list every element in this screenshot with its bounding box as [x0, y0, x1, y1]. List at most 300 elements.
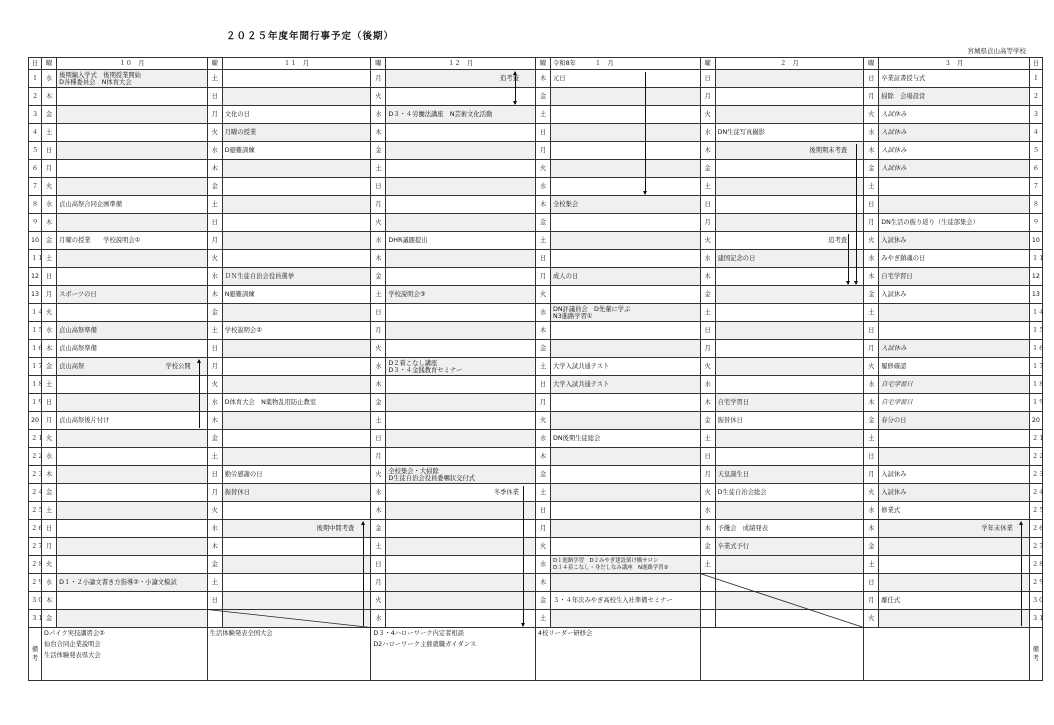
weekday-cell: 日: [42, 520, 57, 538]
event-cell: [879, 448, 1030, 466]
period-label: 追考査: [828, 237, 848, 244]
weekday-cell: [700, 592, 715, 610]
day-number: ６: [29, 160, 42, 178]
event-cell: [222, 322, 371, 340]
event-text: 入試休み: [881, 111, 907, 118]
day-row: [29, 304, 1043, 322]
period-label: 冬季休業: [493, 489, 519, 496]
event-cell: [386, 322, 536, 340]
event-cell: [57, 448, 208, 466]
day-number: Ｉ: [29, 70, 42, 88]
period-label: 学年末休業: [981, 525, 1013, 532]
event-text: 自宅学習日: [717, 399, 750, 406]
event-cell: [222, 286, 371, 304]
event-text: 掃除 会場設営: [881, 93, 926, 100]
day-row: [29, 466, 1043, 484]
event-cell: [879, 232, 1030, 250]
event-text: DN生活の振り返り（生徒部集会）: [881, 219, 979, 226]
weekday-cell: 火: [371, 466, 386, 484]
weekday-cell: 月: [207, 484, 222, 502]
event-text: 入試休み: [881, 147, 907, 154]
event-cell: [222, 304, 371, 322]
event-cell: [879, 178, 1030, 196]
event-cell: [879, 160, 1030, 178]
day-row: [29, 124, 1043, 142]
event-text: 学校説明会③: [388, 291, 426, 298]
event-text: 修業式: [881, 507, 901, 514]
event-text: DN生徒写真撮影: [717, 129, 765, 136]
weekday-cell: 火: [700, 484, 715, 502]
event-cell: [715, 142, 864, 160]
event-cell: [715, 502, 864, 520]
event-text: 振替休日: [717, 417, 743, 424]
remarks-label: 備考: [29, 628, 42, 681]
weekday-cell: 火: [207, 124, 222, 142]
event-cell: [222, 70, 371, 88]
event-cell: [879, 268, 1030, 286]
event-text: ＤＮ生徒自治会役員選挙: [224, 273, 294, 280]
weekday-cell: 金: [700, 412, 715, 430]
day-row: [29, 340, 1043, 358]
weekday-cell: 金: [535, 340, 550, 358]
period-label: 後期期末考査: [809, 147, 848, 154]
day-number: １５: [29, 322, 42, 340]
weekday-cell: 土: [535, 610, 550, 628]
day-row: [29, 376, 1043, 394]
event-cell: [222, 160, 371, 178]
weekday-cell: 日: [700, 70, 715, 88]
weekday-cell: 月: [864, 88, 879, 106]
weekday-cell: 月: [371, 448, 386, 466]
event-cell: [715, 592, 864, 610]
weekday-cell: 月: [864, 340, 879, 358]
weekday-cell: 日: [535, 376, 550, 394]
weekday-cell: 火: [700, 232, 715, 250]
event-cell: [57, 484, 208, 502]
day-row: [29, 196, 1043, 214]
event-cell: [57, 232, 208, 250]
remarks-cell: [864, 628, 1030, 681]
day-row: [29, 412, 1043, 430]
weekday-cell: 金: [535, 214, 550, 232]
event-cell: [222, 232, 371, 250]
weekday-cell: [700, 610, 715, 628]
event-cell: [222, 214, 371, 232]
event-cell: [715, 574, 864, 592]
weekday-cell: 土: [207, 70, 222, 88]
day-number: ５: [29, 142, 42, 160]
day-number-right: １８: [1029, 376, 1042, 394]
event-cell: [715, 214, 864, 232]
day-number: ３１: [29, 610, 42, 628]
event-cell: [715, 106, 864, 124]
weekday-cell: 水: [535, 430, 550, 448]
event-cell: [715, 88, 864, 106]
event-cell: [715, 358, 864, 376]
weekday-cell: 火: [864, 610, 879, 628]
weekday-cell: 月: [700, 340, 715, 358]
day-row: [29, 70, 1043, 88]
weekday-cell: 火: [207, 376, 222, 394]
event-text: 自宅学習日: [881, 273, 913, 280]
day-number: ２６: [29, 520, 42, 538]
event-text: 貞山高祭準備: [59, 327, 97, 334]
weekday-cell: 月: [371, 574, 386, 592]
event-text: D３・４労働法講座 N芸術文化活動: [388, 111, 493, 118]
weekday-header: 曜: [535, 58, 550, 70]
event-cell: [222, 610, 371, 628]
remarks-text: 生活体験発表全国大会: [209, 630, 273, 637]
event-cell: [57, 160, 208, 178]
day-number: １４: [29, 304, 42, 322]
weekday-cell: 日: [42, 394, 57, 412]
day-row: [29, 88, 1043, 106]
event-cell: [550, 556, 700, 574]
day-row: [29, 250, 1043, 268]
weekday-cell: 土: [371, 538, 386, 556]
day-number: ４: [29, 124, 42, 142]
event-cell: [550, 160, 700, 178]
event-cell: [57, 376, 208, 394]
event-cell: [715, 520, 864, 538]
weekday-cell: 金: [42, 106, 57, 124]
day-number: ３: [29, 106, 42, 124]
event-text: N避難訓練: [224, 291, 255, 298]
event-cell: [550, 358, 700, 376]
weekday-cell: 金: [207, 304, 222, 322]
event-text: 貞山高祭後片付け: [59, 417, 110, 424]
day-number-right: ２４: [1029, 484, 1042, 502]
day-row: [29, 448, 1043, 466]
weekday-cell: 月: [864, 592, 879, 610]
event-cell: [57, 70, 208, 88]
event-cell: [386, 574, 536, 592]
day-number-right: １６: [1029, 340, 1042, 358]
event-cell: [550, 520, 700, 538]
event-cell: [57, 394, 208, 412]
event-cell: [550, 232, 700, 250]
weekday-cell: 日: [207, 88, 222, 106]
event-cell: [879, 430, 1030, 448]
event-cell: [550, 592, 700, 610]
weekday-cell: 日: [864, 448, 879, 466]
weekday-cell: 火: [535, 286, 550, 304]
event-text: D１進路学習 D２みやぎ建設架け橋サロン: [552, 557, 659, 564]
weekday-cell: 土: [535, 232, 550, 250]
event-cell: [879, 142, 1030, 160]
day-row: [29, 232, 1043, 250]
weekday-cell: 月: [700, 214, 715, 232]
event-cell: [550, 610, 700, 628]
weekday-cell: 土: [42, 250, 57, 268]
weekday-cell: 火: [42, 430, 57, 448]
event-cell: [386, 232, 536, 250]
weekday-cell: 月: [700, 466, 715, 484]
day-number: ２２: [29, 448, 42, 466]
event-cell: [57, 592, 208, 610]
event-cell: [550, 484, 700, 502]
event-cell: [386, 358, 536, 376]
month-header-jan: 令和8年 １ 月: [550, 58, 700, 70]
day-number: １６: [29, 340, 42, 358]
remarks-row: [29, 628, 1043, 681]
event-cell: [57, 322, 208, 340]
event-text: 振替休日: [224, 489, 250, 496]
event-text: DHR議題提出: [388, 237, 428, 244]
day-row: [29, 322, 1043, 340]
weekday-header: 曜: [864, 58, 879, 70]
event-text: 履修確認: [881, 363, 907, 370]
event-text: 文化の日: [224, 111, 250, 118]
event-cell: [715, 178, 864, 196]
event-cell: [222, 394, 371, 412]
schedule-table: [28, 57, 1043, 681]
event-text: 成人の日: [552, 273, 579, 280]
event-cell: [879, 70, 1030, 88]
weekday-cell: 月: [207, 232, 222, 250]
weekday-cell: 木: [535, 574, 550, 592]
event-cell: [879, 322, 1030, 340]
event-cell: [222, 556, 371, 574]
event-cell: [57, 412, 208, 430]
event-cell: [57, 124, 208, 142]
weekday-cell: 月: [42, 286, 57, 304]
day-number-right: ７: [1029, 178, 1042, 196]
event-cell: [386, 538, 536, 556]
weekday-cell: 土: [371, 286, 386, 304]
event-cell: [715, 160, 864, 178]
event-text: 勤労感謝の日: [224, 471, 263, 478]
event-cell: [879, 196, 1030, 214]
event-cell: [222, 520, 371, 538]
day-number-right: ３１: [1029, 610, 1042, 628]
day-number-right: ２１: [1029, 430, 1042, 448]
day-number-right: １５: [1029, 322, 1042, 340]
event-cell: [57, 358, 208, 376]
weekday-cell: 金: [535, 592, 550, 610]
event-cell: [550, 502, 700, 520]
event-text: 入試休み: [881, 237, 907, 244]
arrow-down-icon: [856, 144, 857, 284]
weekday-cell: 月: [535, 520, 550, 538]
remarks-cell: [42, 628, 208, 681]
event-cell: [550, 466, 700, 484]
event-text: 建国記念の日: [717, 255, 756, 262]
weekday-cell: 日: [371, 178, 386, 196]
day-number-right: ２３: [1029, 466, 1042, 484]
event-cell: [715, 412, 864, 430]
weekday-cell: 土: [207, 322, 222, 340]
weekday-cell: 水: [864, 124, 879, 142]
weekday-cell: 火: [535, 412, 550, 430]
event-text: 卒業式予行: [717, 543, 750, 550]
event-cell: [222, 340, 371, 358]
weekday-cell: 木: [42, 592, 57, 610]
event-text: 自宅学習日: [881, 399, 913, 406]
event-text: ３・４年次みやぎ高校生入社準備セミナー: [552, 597, 673, 604]
day-number-right: ２８: [1029, 556, 1042, 574]
event-cell: [57, 556, 208, 574]
weekday-cell: 火: [371, 340, 386, 358]
event-cell: [222, 178, 371, 196]
school-name: 宮城県貞山高等学校: [967, 47, 1026, 55]
event-cell: [222, 358, 371, 376]
weekday-cell: 火: [42, 556, 57, 574]
event-text: 卒業証書授与式: [881, 75, 926, 82]
event-cell: [879, 502, 1030, 520]
event-cell: [715, 286, 864, 304]
weekday-cell: 月: [535, 394, 550, 412]
weekday-cell: 日: [371, 304, 386, 322]
event-cell: [222, 268, 371, 286]
weekday-cell: 木: [535, 322, 550, 340]
weekday-cell: 金: [42, 610, 57, 628]
remarks-text: D３・4ハローワーク内定者相談: [373, 630, 465, 637]
event-cell: [550, 268, 700, 286]
event-cell: [715, 556, 864, 574]
day-row: [29, 610, 1043, 628]
weekday-cell: 木: [371, 376, 386, 394]
weekday-cell: 金: [700, 538, 715, 556]
weekday-cell: 土: [700, 178, 715, 196]
event-cell: [879, 358, 1030, 376]
event-cell: [222, 538, 371, 556]
event-text-line2: N3進路学習①: [552, 312, 593, 320]
weekday-cell: 金: [700, 160, 715, 178]
day-number: ８: [29, 196, 42, 214]
weekday-cell: 木: [371, 250, 386, 268]
event-cell: [57, 304, 208, 322]
event-cell: [222, 466, 371, 484]
event-text: 大学入試共通テスト: [552, 381, 610, 388]
day-header: 日: [1029, 58, 1042, 70]
weekday-cell: 水: [864, 250, 879, 268]
weekday-cell: 木: [207, 538, 222, 556]
weekday-cell: 火: [371, 214, 386, 232]
event-cell: [879, 286, 1030, 304]
event-cell: [550, 304, 700, 322]
weekday-cell: 水: [700, 502, 715, 520]
event-cell: [550, 574, 700, 592]
event-cell: [222, 250, 371, 268]
event-text: D１・２小論文書き方指導②・小論文模試: [59, 579, 177, 586]
event-cell: [879, 106, 1030, 124]
arrow-up-icon: [363, 522, 364, 626]
weekday-cell: 日: [864, 574, 879, 592]
weekday-cell: 土: [535, 484, 550, 502]
weekday-cell: 木: [371, 124, 386, 142]
event-cell: [879, 88, 1030, 106]
event-text: スポーツの日: [59, 291, 97, 298]
event-cell: [57, 520, 208, 538]
event-cell: [386, 448, 536, 466]
remarks-cell: [535, 628, 700, 681]
event-cell: [386, 250, 536, 268]
event-cell: [879, 250, 1030, 268]
weekday-cell: 月: [42, 160, 57, 178]
event-cell: [879, 574, 1030, 592]
weekday-cell: 月: [42, 538, 57, 556]
event-text: 離任式: [881, 597, 901, 604]
weekday-header: 曜: [700, 58, 715, 70]
remarks-text: D2ハローワーク主催就職ガイダンス: [373, 641, 477, 648]
event-cell: [222, 376, 371, 394]
event-cell: [386, 430, 536, 448]
weekday-cell: 日: [42, 268, 57, 286]
day-row: [29, 178, 1043, 196]
weekday-header: 曜: [207, 58, 222, 70]
weekday-cell: 土: [700, 556, 715, 574]
weekday-cell: 日: [535, 502, 550, 520]
weekday-cell: 木: [700, 394, 715, 412]
day-row: [29, 484, 1043, 502]
day-number-right: 20: [1029, 412, 1042, 430]
period-label: 学校公開: [165, 363, 191, 370]
arrow-down-icon: [848, 234, 849, 284]
day-row: [29, 142, 1043, 160]
day-number: 10: [29, 232, 42, 250]
weekday-cell: 木: [535, 70, 550, 88]
weekday-cell: 水: [207, 268, 222, 286]
weekday-cell: 火: [864, 484, 879, 502]
remarks-label-right: 備考: [1029, 628, 1042, 681]
weekday-cell: 水: [700, 124, 715, 142]
day-number-right: ３０: [1029, 592, 1042, 610]
event-text: 入試休み: [881, 345, 907, 352]
weekday-cell: 火: [864, 232, 879, 250]
event-cell: [879, 394, 1030, 412]
day-number-right: ６: [1029, 160, 1042, 178]
event-cell: [222, 88, 371, 106]
event-cell: [57, 268, 208, 286]
event-cell: [879, 214, 1030, 232]
event-cell: [386, 178, 536, 196]
event-cell: [222, 124, 371, 142]
event-cell: [879, 124, 1030, 142]
event-cell: [879, 304, 1030, 322]
event-cell: [57, 574, 208, 592]
weekday-cell: 金: [42, 484, 57, 502]
month-header-oct: １０ 月: [57, 58, 208, 70]
weekday-cell: 金: [864, 538, 879, 556]
event-cell: [550, 214, 700, 232]
event-cell: [386, 592, 536, 610]
remarks-cell: [371, 628, 536, 681]
weekday-cell: 木: [864, 520, 879, 538]
weekday-cell: 金: [864, 412, 879, 430]
weekday-cell: 木: [535, 448, 550, 466]
weekday-cell: 火: [700, 358, 715, 376]
weekday-cell: 日: [700, 322, 715, 340]
event-cell: [386, 196, 536, 214]
event-cell: [550, 430, 700, 448]
weekday-cell: 日: [535, 250, 550, 268]
weekday-cell: 月: [42, 412, 57, 430]
event-cell: [386, 142, 536, 160]
weekday-cell: 月: [371, 70, 386, 88]
day-number-right: １７: [1029, 358, 1042, 376]
arrow-up-icon: [199, 360, 200, 428]
document-title: ２０２５年度年間行事予定（後期）: [226, 31, 395, 42]
day-number: ２７: [29, 538, 42, 556]
event-cell: [715, 430, 864, 448]
day-number-right: ８: [1029, 196, 1042, 214]
weekday-cell: 水: [371, 232, 386, 250]
event-text: 入試休み: [881, 291, 907, 298]
day-row: [29, 214, 1043, 232]
event-cell: [550, 394, 700, 412]
weekday-cell: 木: [207, 160, 222, 178]
